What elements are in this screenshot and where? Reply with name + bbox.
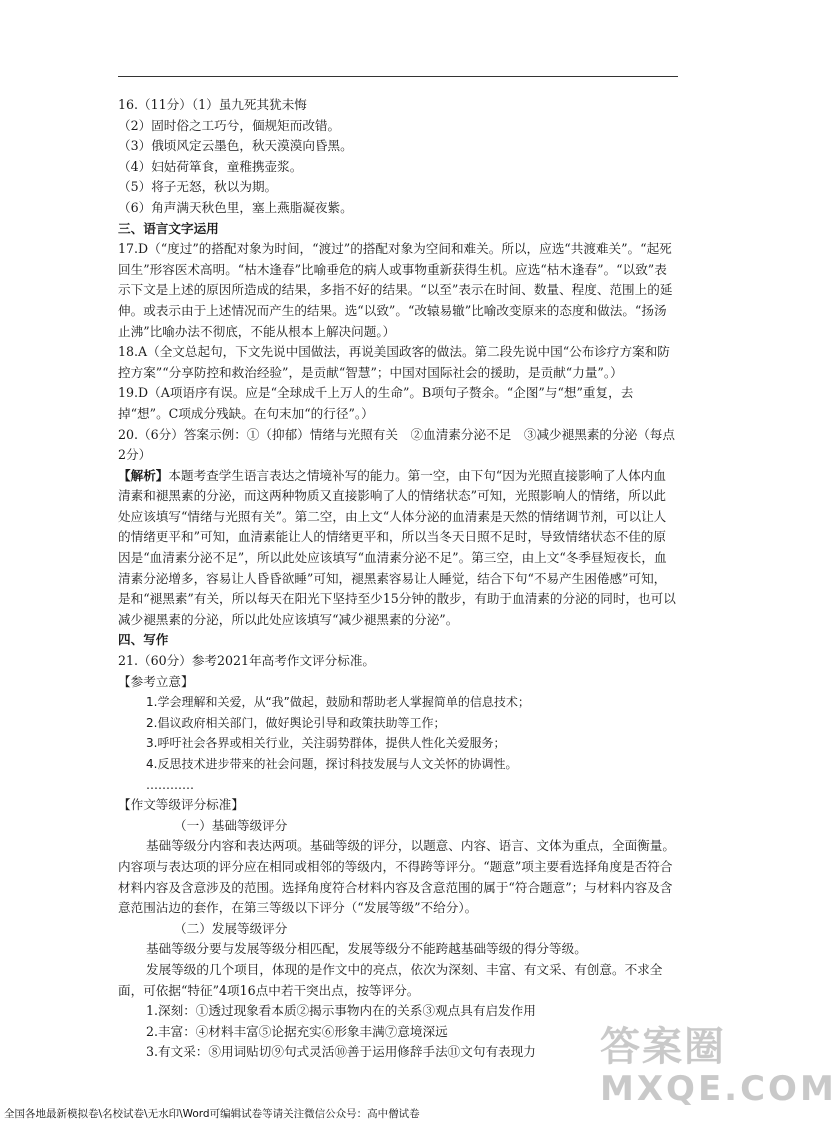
reference-item: 4.反思技术进步带来的社会问题，探讨科技发展与人文关怀的协调性。	[146, 757, 518, 771]
q16-item: （6）角声满天秋色里，塞上燕脂凝夜紫。	[118, 199, 353, 215]
reference-heading: 【参考立意】	[118, 673, 194, 689]
basic-level-heading: （一）基础等级评分	[174, 817, 288, 833]
header-rule	[118, 76, 678, 77]
development-level-heading: （二）发展等级评分	[174, 920, 288, 936]
watermark-top: 答案圈	[600, 1024, 726, 1070]
q16-item: （5）将子无怒，秋以为期。	[118, 179, 278, 195]
answer-document	[118, 95, 678, 1063]
q21-answer: 21.（60分）参考2021年高考作文评分标准。	[118, 653, 376, 669]
q20-analysis	[118, 466, 678, 631]
q18-answer: 18.A（全文总起句，下文先说中国做法，再说美国政客的做法。第二段先说中国“公布诊疗方案和防控方案”“分享防控和救治经验”，是贡献“智慧”；中国对国际社会的援助，是贡献“力量”。）	[118, 344, 670, 380]
reference-item: 1.学会理解和关爱，从“我”做起，鼓励和帮助老人掌握简单的信息技术；	[146, 695, 530, 710]
ellipsis: …………	[146, 777, 194, 792]
q17-answer: 17.D（“度过”的搭配对象为时间，“渡过”的搭配对象为空间和难关。所以，应选“共渡难关”。“起死回生”形容医术高明。“枯木逢春”比喻垂危的病人或事物重新获得生机。应选“枯木逢春”。“以致”表示下文是上述的原因所造成的结果，多指不好的结果。“以至”表示在时间、数量、程度、范围上的延伸。或表示由于上述情况而产生的结果。选“以致”。“改辕易辙”比喻改变原来的态度和做法。“扬汤止沸”比喻办法不彻底，不能从根本上解决问题。）	[118, 241, 673, 339]
section-heading-3: 三、语言文字运用	[118, 220, 219, 236]
q20-answer: 20.（6分）答案示例：①（抑郁）情绪与光照有关 ②血清素分泌不足 ③减少褪黑素的分泌（每点2分）	[118, 426, 675, 463]
reference-item: 2.倡议政府相关部门，做好舆论引导和政策扶助等工作；	[146, 715, 446, 730]
basic-level-paragraph: 基础等级分内容和表达两项。基础等级的评分，以题意、内容、语言、文体为重点，全面衡量。内容项与表达项的评分应在相同或相邻的等级内，不得跨等评分。“题意”项主要看选择角度是否符合材料内容及含意涉及的范围。选择角度符合材料内容及含意范围的属于“符合题意”；与材料内容及含意范围沾边的套作，在第三等级以下评分（“发展等级”不给分）。	[118, 838, 675, 916]
q16-item: （4）妇姑荷箪食，童稚携壶浆。	[118, 158, 303, 174]
development-paragraph: 基础等级分要与发展等级分相匹配，发展等级分不能跨越基础等级的得分等级。	[146, 941, 587, 957]
criteria-item: 3.有文采：⑧用词贴切⑨句式灵活⑩善于运用修辞手法⑪文句有表现力	[146, 1044, 536, 1060]
watermark-logo	[600, 1024, 837, 1115]
criteria-item: 2.丰富：④材料丰富⑤论据充实⑥形象丰满⑦意境深远	[146, 1023, 448, 1039]
footer-notice: 全国各地最新模拟卷\名校试卷\无水印\Word可编辑试卷等请关注微信公众号：高中僧试卷	[4, 1108, 420, 1120]
development-paragraph: 发展等级的几个项目，体现的是作文中的亮点，依次为深刻、丰富、有文采、有创意。不求全面，可依据“特征”4项16点中若干突出点，按等评分。	[118, 961, 663, 998]
criteria-item: 1.深刻：①透过现象看本质②揭示事物内在的关系③观点具有启发作用	[146, 1003, 536, 1019]
standard-heading: 【作文等级评分标准】	[118, 797, 244, 813]
section-heading-4: 四、写作	[118, 632, 169, 648]
analysis-label: 【解析】	[118, 467, 169, 483]
analysis-text: 本题考查学生语言表达之情境补写的能力。第一空，由下句“因为光照直接影响了人体内血清素和褪黑素的分泌，而这两种物质又直接影响了人的情绪状态”可知，光照影响人的情绪，所以此处应该填写“情绪与光照有关”。第二空，由上文“人体分泌的血清素是天然的情绪调节剂，可以让人的情绪更平和”可知，血清素能让人的情绪更平和，所以当冬天日照不足时，导致情绪状态不佳的原因是“血清素分泌不足”，所以此处应该填写“血清素分泌不足”。第三空，由上文“冬季昼短夜长，血清素分泌增多，容易让人昏昏欲睡”可知，褪黑素容易让人睡觉，结合下句“不易产生困倦感”可知，是和“褪黑素”有关，所以每天在阳光下坚持至少15分钟的散步，有助于血清素的分泌的同时，也可以减少褪黑素的分泌，所以此处应该填写“减少褪黑素的分泌”。	[118, 467, 676, 627]
reference-item: 3.呼吁社会各界或相关行业，关注弱势群体，提供人性化关爱服务；	[146, 736, 506, 751]
q16-line: 16.（11分）（1）虽九死其犹未悔	[118, 97, 307, 112]
q16-item: （2）固时俗之工巧兮，偭规矩而改错。	[118, 117, 341, 133]
q19-answer: 19.D（A项语序有误。应是“全球成千上万人的生命”。B项句子赘余。“企图”与“想”重复，去掉“想”。C项成分残缺。在句末加“的行径”。）	[118, 385, 634, 421]
watermark-bottom: MXQE.COM	[600, 1069, 837, 1109]
q16-item: （3）俄顷风定云墨色，秋天漠漠向昏黑。	[118, 138, 353, 154]
